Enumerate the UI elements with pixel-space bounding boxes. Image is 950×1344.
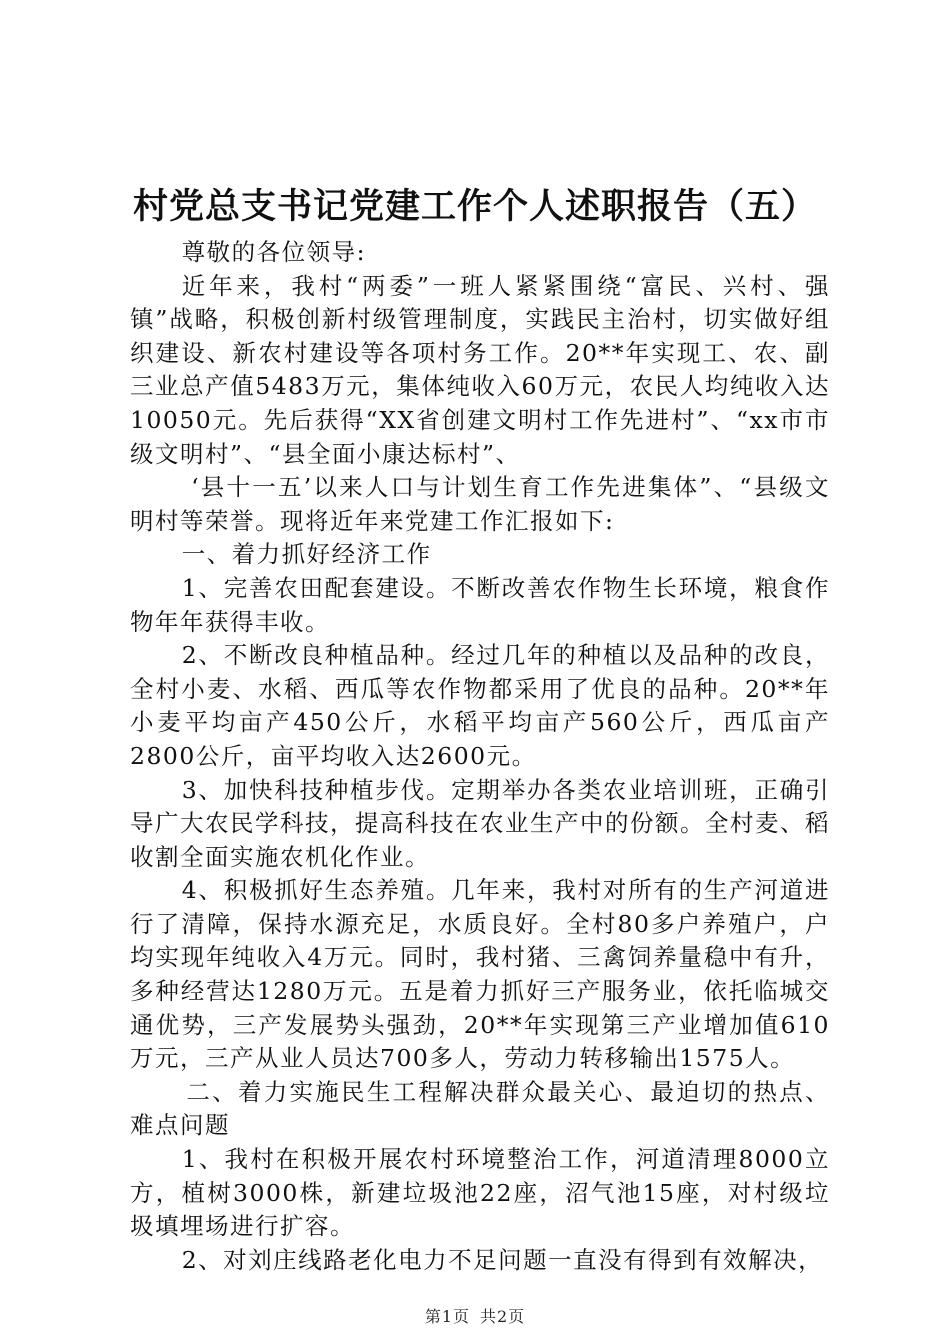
document-body bbox=[130, 236, 830, 1277]
economy-item-4: 4、积极抓好生态养殖。几年来，我村对所有的生产河道进行了清障，保持水源充足，水质良好。全村80多户养殖户，户均实现年纯收入4万元。同时，我村猪、三禽饲养量稳中有升，多种经营达1280万元。五是着力抓好三产服务业，依托临城交通优势，三产发展势头强劲，20**年实现第三产业增加值610万元，三产从业人员达700多人，劳动力转移输出1575人。 bbox=[130, 876, 830, 1073]
economy-item-1: 1、完善农田配套建设。不断改善农作物生长环境，粮食作物年年获得丰收。 bbox=[130, 573, 830, 636]
economy-item-3: 3、加快科技种植步伐。定期举办各类农业培训班，正确引导广大农民学科技，提高科技在农业生产中的份额。全村麦、稻收割全面实施农机化作业。 bbox=[130, 775, 830, 871]
page-footer bbox=[0, 1306, 950, 1328]
page-number: 第1页 bbox=[424, 1307, 470, 1326]
livelihood-item-1: 1、我村在积极开展农村环境整治工作，河道清理8000立方，植树3000株，新建垃圾池22座，沼气池15座，对村级垃圾填埋场进行扩容。 bbox=[130, 1145, 830, 1241]
document-title: 村党总支书记党建工作个人述职报告（五） bbox=[132, 186, 817, 227]
page-total: 共2页 bbox=[480, 1307, 526, 1326]
section-heading-economy: 一、着力抓好经济工作 bbox=[181, 540, 432, 569]
honors-paragraph: ‘县十一五’以来人口与计划生育工作先进集体”、“县级文明村等荣誉。现将近年来党建工作汇报如下: bbox=[130, 473, 830, 535]
section-heading-livelihood: 二、着力实施民生工程解决群众最关心、最迫切的热点、难点问题 bbox=[130, 1077, 830, 1140]
economy-item-2: 2、不断改良种植品种。经过几年的种植以及品种的改良，全村小麦、水稻、西瓜等农作物都采用了优良的品种。20**年小麦平均亩产450公斤，水稻平均亩产560公斤，西瓜亩产2800公斤，亩平均收入达2600元。 bbox=[130, 641, 830, 770]
salutation-paragraph: 尊敬的各位领导: bbox=[181, 238, 367, 266]
intro-paragraph: 近年来，我村“两委”一班人紧紧围绕“富民、兴村、强镇”战略，积极创新村级管理制度，实践民主治村，切实做好组织建设、新农村建设等各项村务工作。20**年实现工、农、副三业总产值5483万元，集体纯收入60万元，农民人均纯收入达10050元。先后获得“XX省创建文明村工作先进村”、“xx市市级文明村”、“县全面小康达标村”、 bbox=[130, 271, 830, 468]
livelihood-item-2: 2、对刘庄线路老化电力不足问题一直没有得到有效解决， bbox=[181, 1245, 824, 1274]
